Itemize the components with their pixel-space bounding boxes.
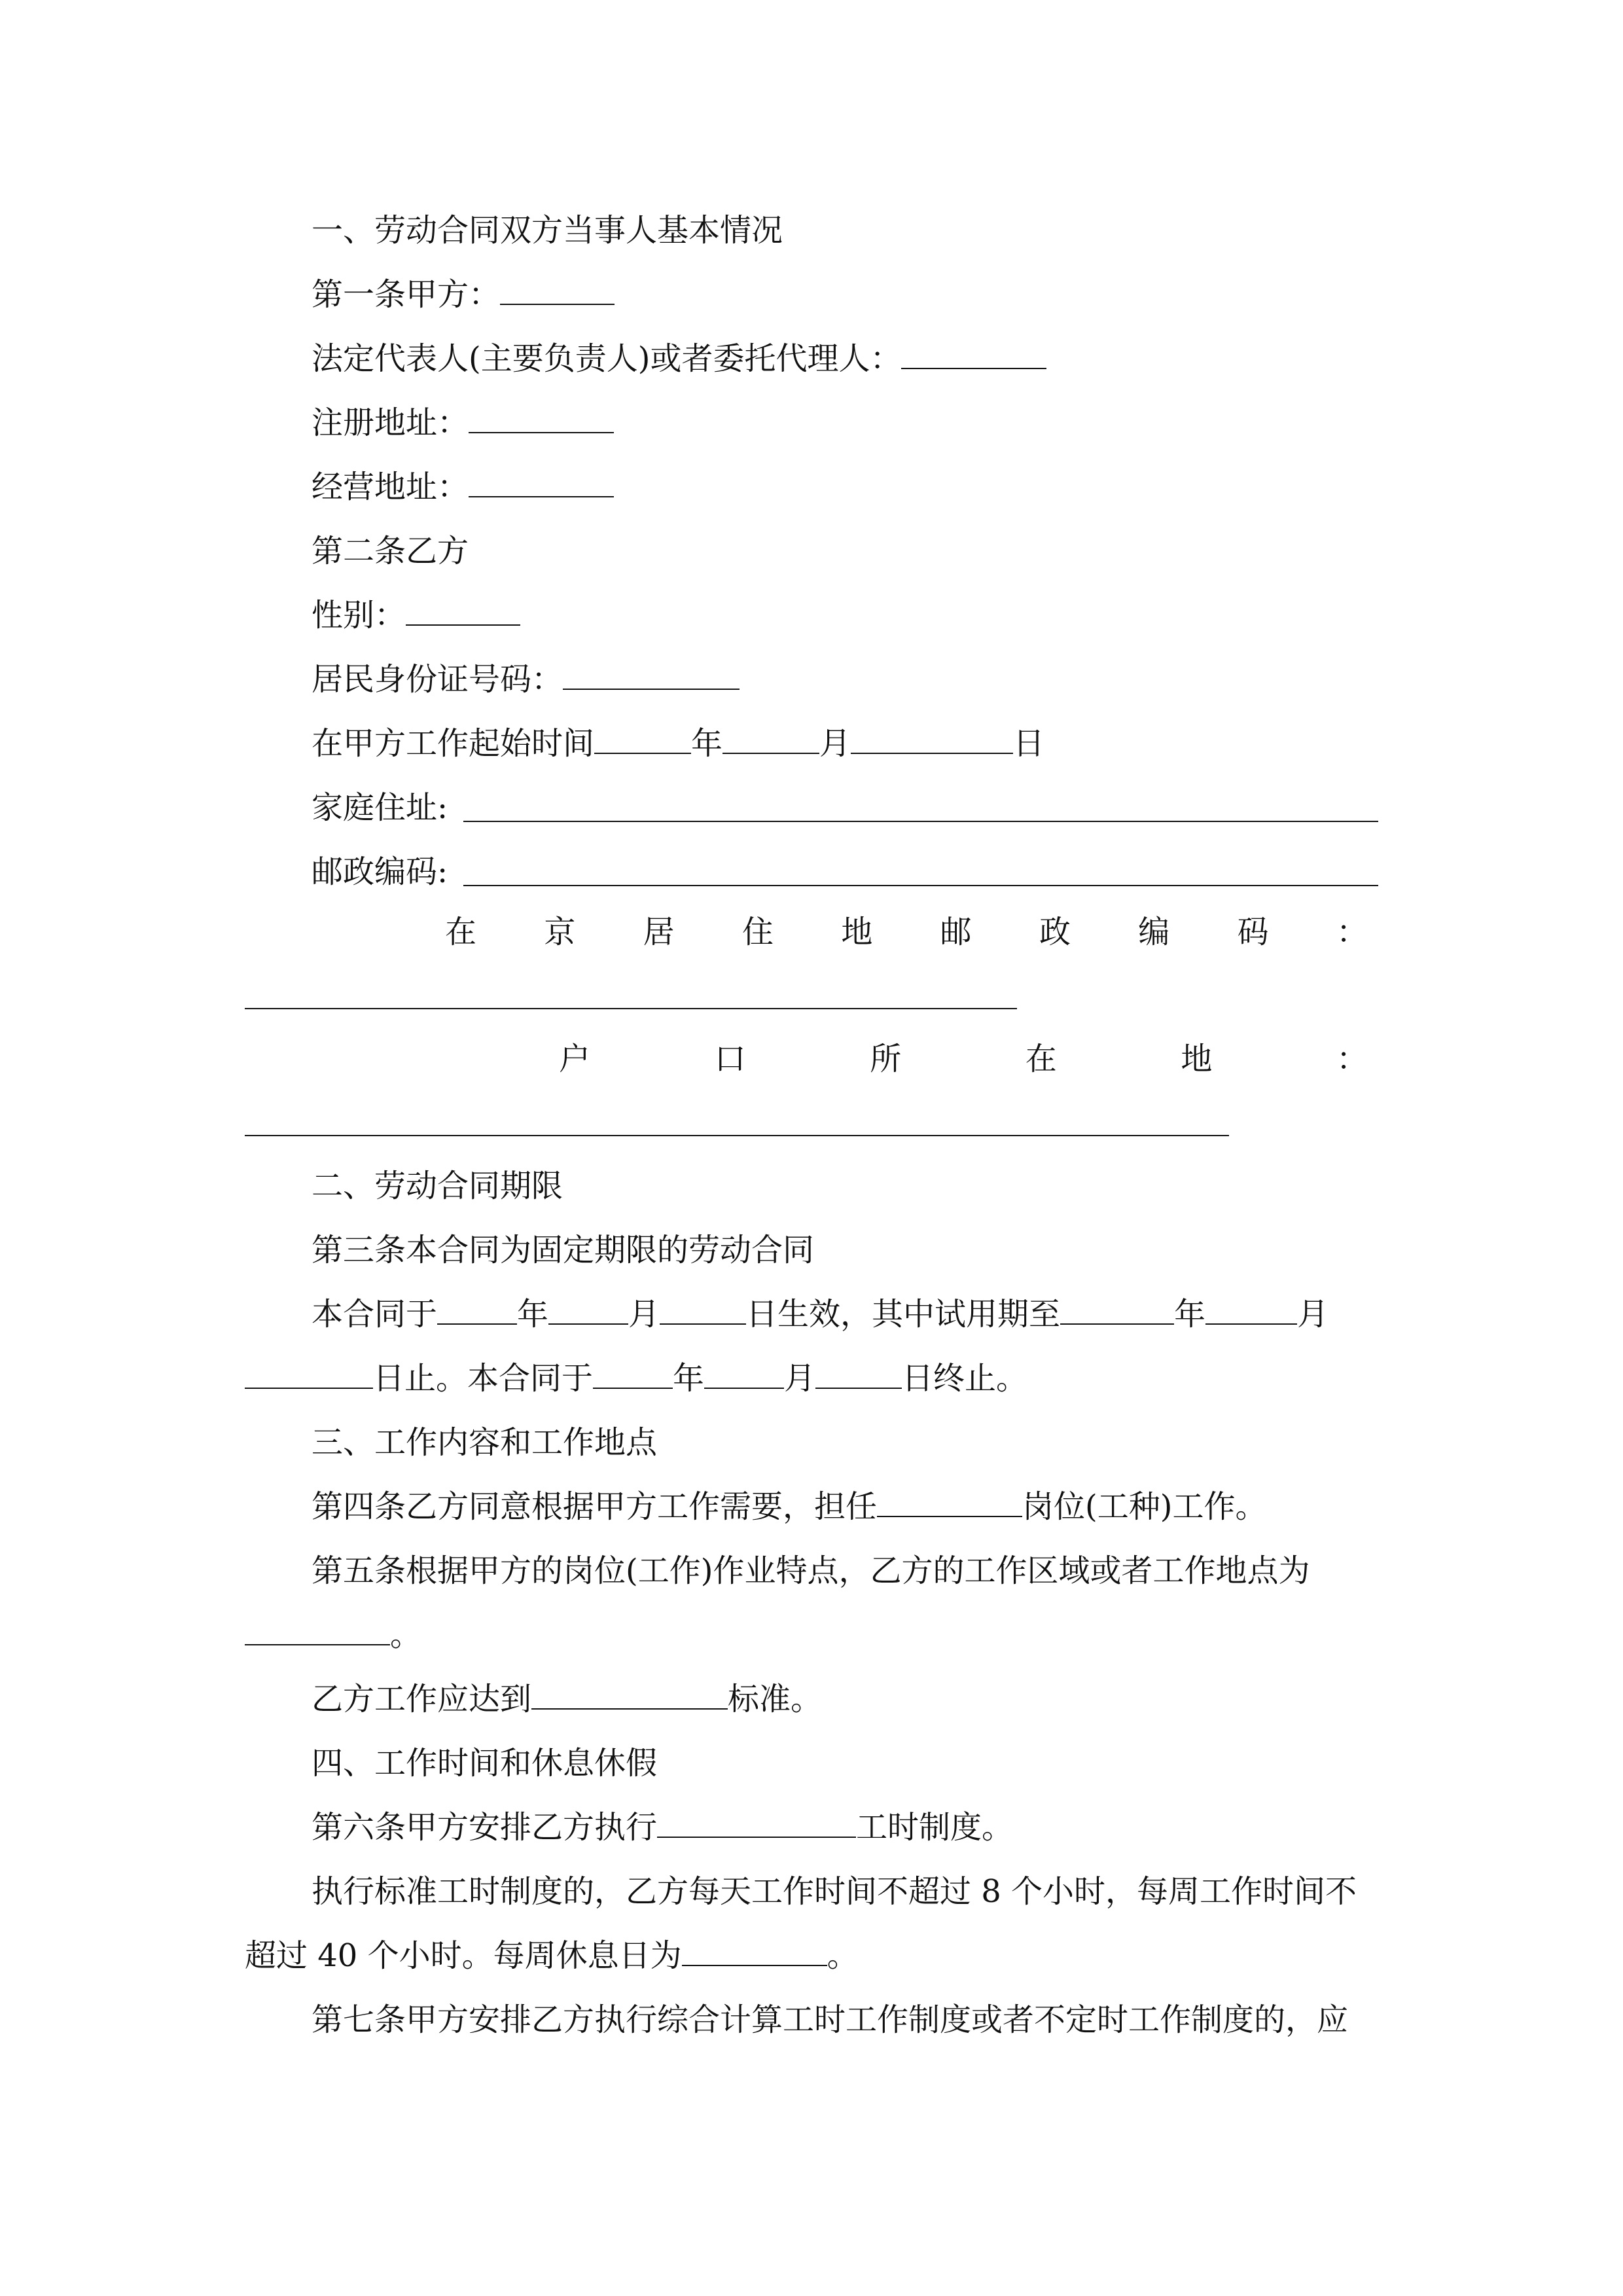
postcode-label: 邮政编码: (312, 853, 448, 890)
term-end-line: 日止。本合同于 年 月 日终止。 (245, 1359, 1027, 1398)
party-b-line: 第二条乙方 (312, 533, 469, 569)
party-a-line: 第一条甲方： (312, 275, 615, 314)
business-address-line: 经营地址： (312, 467, 614, 507)
article4-line: 第四条乙方同意根据甲方工作需要，担任 岗位(工种)工作。 (312, 1488, 1267, 1525)
gender-blank (406, 596, 520, 626)
work-standard-line: 乙方工作应达到 标准。 (312, 1681, 823, 1717)
effective-date-line: 本合同于 年 月 日生效，其中试用期至 年 月 (312, 1296, 1329, 1333)
hukou-location-blank (245, 1135, 1229, 1136)
start-month-blank (722, 724, 819, 754)
end-year-blank (593, 1359, 673, 1389)
end-month-blank (704, 1359, 784, 1389)
trial-year-blank (1060, 1295, 1174, 1325)
effective-day-blank (660, 1295, 746, 1325)
hukou-location-label: 户 口 所 在 地 ： (559, 1041, 1368, 1077)
section3-heading: 三、工作内容和工作地点 (312, 1424, 658, 1461)
postcode-blank (463, 885, 1378, 886)
standard-hours-line-1: 执行标准工时制度的，乙方每天工作时间不超过 8 个小时，每周工作时间不 (312, 1873, 1357, 1910)
article7-line: 第七条甲方安排乙方执行综合计算工时工作制度或者不定时工作制度的，应 (312, 2001, 1349, 2038)
beijing-postcode-blank (245, 1008, 1017, 1009)
standard-hours-line-2: 超过 40 个小时。每周休息日为 。 (245, 1937, 859, 1974)
party-a-blank (500, 275, 615, 305)
gender-line: 性别： (312, 596, 520, 635)
registered-address-line: 注册地址： (312, 403, 614, 442)
working-hours-system-blank (657, 1808, 856, 1838)
representative-line: 法定代表人(主要负责人)或者委托代理人： (312, 339, 1046, 378)
article6-line: 第六条甲方安排乙方执行 工时制度。 (312, 1809, 1014, 1846)
position-blank (877, 1487, 1022, 1517)
business-address-blank (469, 467, 614, 497)
home-address-label: 家庭住址: (312, 789, 448, 826)
section2-heading: 二、劳动合同期限 (312, 1168, 563, 1204)
section1-heading: 一、劳动合同双方当事人基本情况 (312, 212, 783, 249)
start-year-blank (594, 724, 691, 754)
work-location-blank (245, 1615, 390, 1645)
trial-month-blank (1205, 1295, 1297, 1325)
end-day-blank (815, 1359, 902, 1389)
article3-line: 第三条本合同为固定期限的劳动合同 (312, 1232, 815, 1268)
home-address-blank (463, 821, 1378, 822)
id-number-blank (563, 660, 740, 690)
start-day-blank (851, 724, 1013, 754)
section4-heading: 四、工作时间和休息休假 (312, 1745, 658, 1782)
work-location-line: 。 (245, 1615, 421, 1655)
representative-blank (901, 339, 1046, 369)
article5-line: 第五条根据甲方的岗位(工作)作业特点，乙方的工作区域或者工作地点为 (312, 1552, 1310, 1589)
start-date-line: 在甲方工作起始时间 年 月 日 (312, 725, 1045, 762)
trial-day-blank (245, 1359, 373, 1389)
effective-month-blank (548, 1295, 628, 1325)
work-standard-blank (531, 1679, 728, 1710)
effective-year-blank (437, 1295, 517, 1325)
rest-day-blank (682, 1936, 827, 1966)
beijing-postcode-label: 在 京 居 住 地 邮 政 编 码 ： (445, 914, 1368, 950)
registered-address-blank (469, 403, 614, 433)
id-number-line: 居民身份证号码： (312, 660, 740, 699)
